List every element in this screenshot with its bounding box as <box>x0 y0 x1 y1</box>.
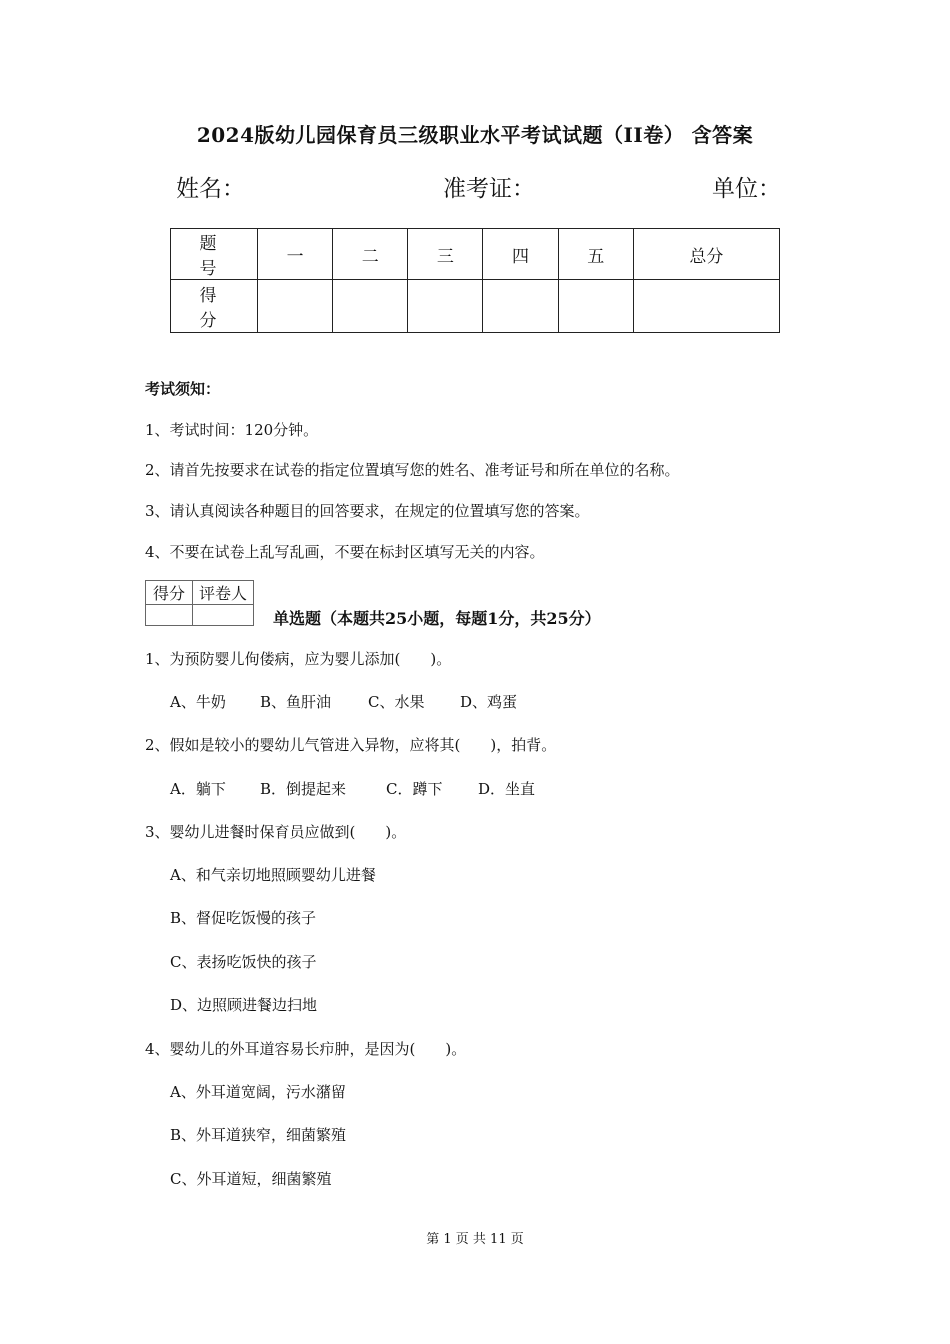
score-header-cell: 二 <box>333 229 408 280</box>
question-text: 2、假如是较小的婴幼儿气管进入异物，应将其( )，拍背。 <box>145 736 557 754</box>
exam-title: 2024版幼儿园保育员三级职业水平考试试题（II卷） 含答案 <box>196 123 754 147</box>
notice-item: 4、不要在试卷上乱写乱画，不要在标封区填写无关的内容。 <box>145 543 545 561</box>
notice-heading: 考试须知： <box>145 380 221 398</box>
option: A、和气亲切地照顾婴幼儿进餐 <box>170 866 376 884</box>
score-table-score-row <box>171 280 780 333</box>
option: D．坐直 <box>478 780 536 798</box>
score-input-cell[interactable] <box>483 280 558 333</box>
option: D、鸡蛋 <box>460 693 518 711</box>
option: C、外耳道短，细菌繁殖 <box>170 1170 332 1188</box>
option: A．躺下 <box>170 780 226 798</box>
score-header-cell: 题 号 <box>171 229 258 280</box>
score-input-cell[interactable] <box>258 280 333 333</box>
question-text: 4、婴幼儿的外耳道容易长疖肿，是因为( )。 <box>145 1040 467 1058</box>
name-field-label: 姓名： <box>176 176 245 202</box>
score-table-header-row <box>171 229 780 280</box>
option: B、督促吃饭慢的孩子 <box>170 909 317 927</box>
score-input-cell[interactable] <box>633 280 779 333</box>
score-table <box>170 228 780 333</box>
question-text: 3、婴幼儿进餐时保育员应做到( )。 <box>145 823 407 841</box>
option: D、边照顾进餐边扫地 <box>170 996 318 1014</box>
option: A、牛奶 <box>170 693 226 711</box>
score-input-cell[interactable] <box>408 280 483 333</box>
option: C．蹲下 <box>386 780 443 798</box>
notice-item: 3、请认真阅读各种题目的回答要求，在规定的位置填写您的答案。 <box>145 502 590 520</box>
score-header-cell: 一 <box>258 229 333 280</box>
grader-score-label: 得分 <box>146 581 193 605</box>
question-options <box>170 691 517 712</box>
grader-score-cell[interactable] <box>146 605 193 626</box>
score-input-cell[interactable] <box>333 280 408 333</box>
grader-reviewer-cell[interactable] <box>193 605 254 626</box>
grader-box <box>145 580 254 626</box>
unit-field-label: 单位： <box>712 176 781 202</box>
score-row-label: 得 分 <box>171 280 258 333</box>
option: B、鱼肝油 <box>260 693 332 711</box>
option: C、水果 <box>368 693 425 711</box>
score-header-cell: 三 <box>408 229 483 280</box>
score-header-cell: 四 <box>483 229 558 280</box>
score-input-cell[interactable] <box>558 280 633 333</box>
question-text: 1、为预防婴儿佝偻病，应为婴儿添加( )。 <box>145 650 452 668</box>
exam-id-field-label: 准考证： <box>443 176 535 202</box>
grader-reviewer-label: 评卷人 <box>193 581 254 605</box>
notice-item: 1、考试时间：120分钟。 <box>145 421 319 439</box>
option: B．倒提起来 <box>260 780 347 798</box>
page-footer: 第 1 页 共 11 页 <box>426 1232 524 1247</box>
notice-item: 2、请首先按要求在试卷的指定位置填写您的姓名、准考证号和所在单位的名称。 <box>145 461 680 479</box>
section-title: 单选题（本题共25小题，每题1分，共25分） <box>273 609 601 628</box>
score-header-cell: 总分 <box>633 229 779 280</box>
option: A、外耳道宽阔，污水潴留 <box>170 1083 346 1101</box>
option: C、表扬吃饭快的孩子 <box>170 953 317 971</box>
option: B、外耳道狭窄，细菌繁殖 <box>170 1126 347 1144</box>
question-options <box>170 778 535 799</box>
score-header-cell: 五 <box>558 229 633 280</box>
